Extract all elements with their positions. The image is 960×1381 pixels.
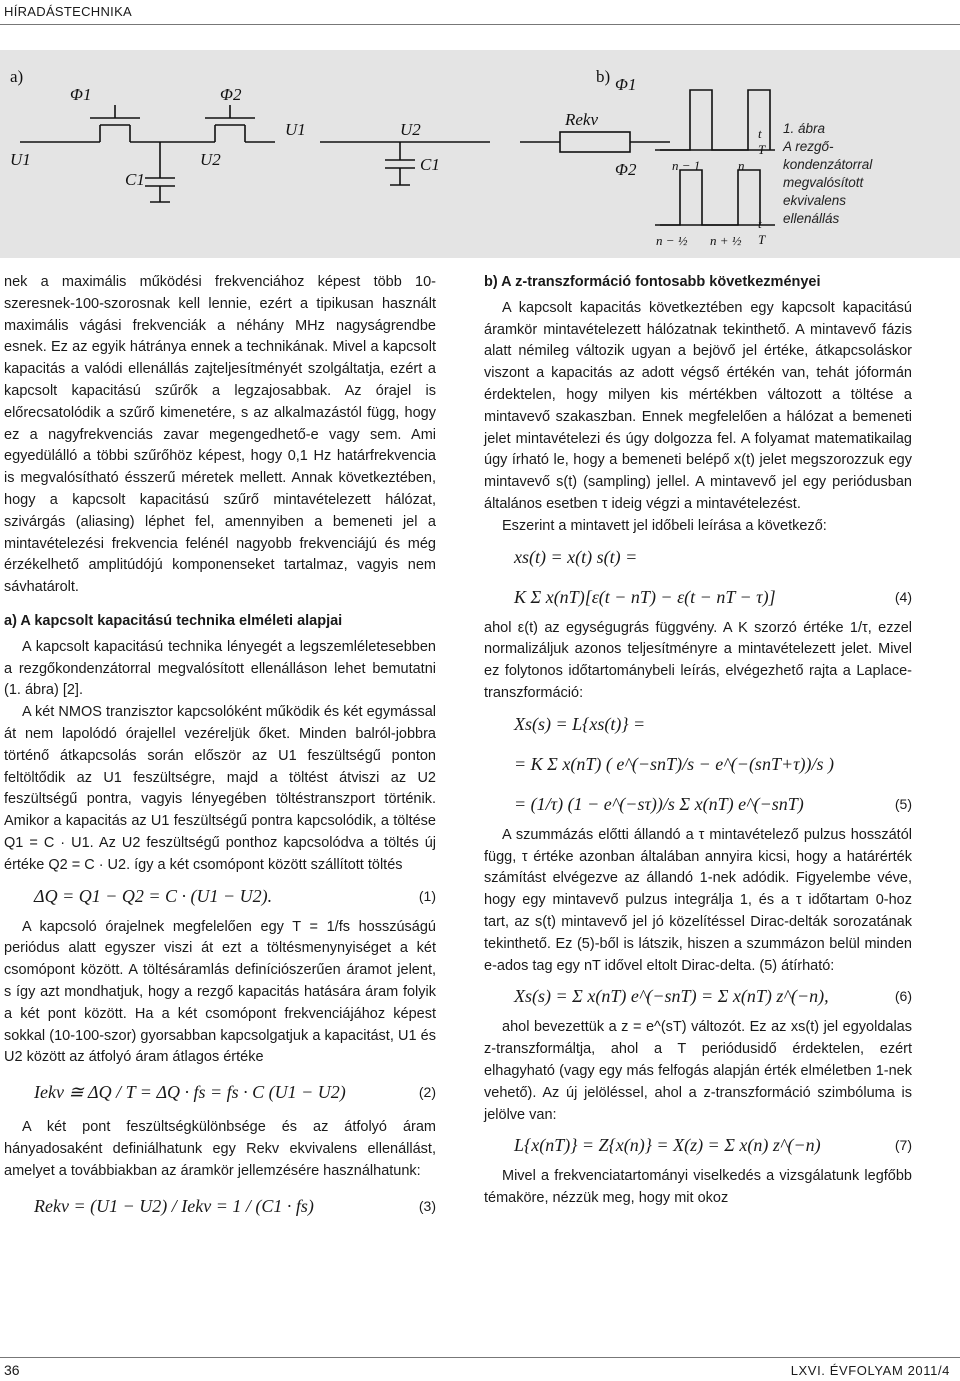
equation-5a: Xs(s) = L{xs(t)} = <box>514 713 646 734</box>
n-plus-half-label: n + ½ <box>710 233 742 248</box>
n-minus-1-label: n − 1 <box>672 158 701 173</box>
volume-label: LXVI. ÉVFOLYAM 2011/4 <box>790 1363 950 1378</box>
figure-1 <box>0 50 960 258</box>
right-column <box>484 272 912 1210</box>
equation-4a: xs(t) = x(t) s(t) = <box>514 546 638 567</box>
phi2-label-a: Φ2 <box>220 85 242 104</box>
figure-caption: 1. ábra A rezgő- kondenzátorral megvalósított ekvivalens ellenállás <box>783 121 873 226</box>
section-header: HÍRADÁSTECHNIKA <box>4 4 133 19</box>
paragraph-a4: A két pont feszültségkülönbsége és az átfolyó áram hányadosaként definiálhatunk egy Rekv ekvivalens ellenállást, amelyet a továbbiakban az áramkör jellemzésére használhatunk: <box>4 1119 436 1179</box>
equation-6: Xs(s) = Σ x(nT) e^(−snT) = Σ x(nT) z^(−n), (6) <box>514 986 912 1007</box>
phi1-label-b: Φ1 <box>615 75 637 94</box>
u2-label-mid: U2 <box>400 120 421 139</box>
rekv-label: Rekv <box>565 110 599 129</box>
label-a: a) <box>10 67 24 86</box>
phi2-label-b: Φ2 <box>615 160 637 179</box>
T-label-top: T <box>758 142 766 157</box>
equation-1: ΔQ = Q1 − Q2 = C · (U1 − U2). (1) <box>34 885 436 906</box>
paragraph-b5: ahol bevezettük a z = e^(sT) változót. Ez az xs(t) jel egyoldalas z-transzformáltja, ahol a T periódusidő érdektelen, ezért elhagyható (vagy egy más felfogás alapján érték elméletben 1-nek vehető). Az új jelöléssel, ahol a z-transzformáció szimbóluma is jelölve van: <box>484 1019 912 1123</box>
intro-paragraph: nek a maximális működési frekvenciához képest több 10-szeresnek-100-szorosnak kell lennie, ezért a tipikusan használt maximális vágási frekvenciák a néhány MHz nagyságrendbe esnek. Ez az egyik hátránya ennek a technikának. Mivel a kapcsolt kapacitás a valódi ellenállás zajteljesítményét szolgáltatja, ezért a kapcsolt kapacitású szűrők a legzajosabbak. Az órajel is előrecsatolódik a szűrő kimenetére, s az alkalmazástól függ, hogy ez a nagyfrekvenciás zavar megengedhető-e vagy sem. Ami egyedülálló a többi szűrőhöz képest, hogy 0,1 Hz határfrekvencia is megvalósítható ésszerű méretek mellett. Annak következtében, hogy a kapcsolt kapacitású szűrő mintavételezett hálózat, szivárgás (aliasing) léphet fel, amennyiben a bemeneti jel a mintavételezési frekvencia felénél nagyobb frekvenciájú és még érzékelhető amplitúdójú komponenseket tartalmaz, vagyis nem sávhatárolt. <box>4 274 436 596</box>
n-label: n <box>738 158 745 173</box>
u1-label-mid: U1 <box>285 120 306 139</box>
T-label-bottom: T <box>758 232 766 247</box>
paragraph-a1: A kapcsolt kapacitású technika lényegét a legszemléletesebben a rezgőkondenzátorral megvalósított ellenálláson lehet bemutatni (1. ábra) [2]. <box>4 638 436 699</box>
equation-5b: = K Σ x(nT) ( e^(−snT)/s − e^(−(snT+τ))/s ) <box>514 753 835 774</box>
header-divider <box>0 24 960 25</box>
paragraph-a2: A két NMOS tranzisztor kapcsolóként működik és két egymással át nem lapolódó órajellel vezéreljük őket. Minden balról-jobbra történő átkapcsolás során először az U1 feszültségű ponton feltöltődik az U1 feszültségre, majd a töltést átviszi az U2 feszültségű pontra, vagyis lényegében töltéstranszport történik. Amikor a kapacitás az U1 feszültségű pontra kapcsolódik, a töltése Q1 = C · U1. Az U2 feszültségű ponthoz kapcsolódva a töltés új értéke Q2 = C · U2. így a két csomópont között szállított töltés <box>4 704 436 873</box>
equation-3: Rekv = (U1 − U2) / Iekv = 1 / (C1 · fs) (3) <box>34 1195 436 1216</box>
page-number: 36 <box>4 1362 20 1378</box>
equation-4b: K Σ x(nT)[ε(t − nT) − ε(t − nT − τ)] (4) <box>514 586 912 607</box>
phi1-label-a: Φ1 <box>70 85 92 104</box>
paragraph-b4: A szummázás előtti állandó a τ mintavételező pulzus hosszától függ, τ értéke azonban általában annyira kicsi, hogy a határérték számítást elvégezve az állandó 1-nek adódik. Figyelembe véve, hogy egy mintavevő pulzus integrálja 1, és a τ időtartam 0-hoz tart, az s(t) mintavevő jel jó közelítéssel Dirac-delták sorozatának tekinthető. Ez (5)-ből is látszik, hiszen a szummázon belül minden e-ados tag egy nT idővel eltolt Dirac-delta. (5) átírható: <box>484 826 912 974</box>
equation-7: L{x(nT)} = Z{x(n)} = X(z) = Σ x(n) z^(−n) (7) <box>514 1135 912 1156</box>
paragraph-b3: ahol ε(t) az egységugrás függvény. A K szorzó értéke 1/τ, ezzel normalizáljuk azonos teljesítményre a mintavételezett jelet. Mivel ez folytonos időtartománybeli leírás, elvégezhető rajta a Laplace-transzformáció: <box>484 619 912 701</box>
section-heading-a: a) A kapcsolt kapacitású technika elméleti alapjai <box>4 612 343 629</box>
c1-label-left: C1 <box>125 170 145 189</box>
paragraph-b6: Mivel a frekvenciatartományi viselkedés a vizsgálatunk legfőbb témaköre, nézzük meg, hogy mit okoz <box>484 1168 912 1207</box>
u1-label-left: U1 <box>10 150 31 169</box>
label-b: b) <box>596 67 611 86</box>
equation-2: Iekv ≅ ΔQ / T = ΔQ · fs = fs · C (U1 − U2) (2) <box>34 1082 436 1103</box>
t-label-bottom: t <box>758 216 762 231</box>
n-minus-half-label: n − ½ <box>656 233 688 248</box>
section-heading-b: b) A z-transzformáció fontosabb következményei <box>484 274 821 290</box>
footer-divider <box>0 1357 960 1358</box>
paragraph-b1: A kapcsolt kapacitás következtében egy kapcsolt kapacitású áramkör mintavételezett hálózatnak tekinthető. A mintavevő fázis alatt némileg változik ugyan a bejövő jel értéke, átkapcsoláskor viszont a kapacitás az adott végső értékén van, tehát jóformán érdektelen, hogy milyen kis mértékben változott a töltése a mintavevő szakaszban. Ennek megfelelően a hálózat a bemeneti jelet mintavételezi és úgy dolgozza fel. A folyamat matematikailag úgy írható le, hogy a bemeneti belépő x(t) jelet megszorozzuk egy mintavevő s(t) (sampling) jellel. A mintavevő jel egy periódusban általános esetben τ ideig végzi a mintavételezést. <box>484 299 912 512</box>
equation-5c: = (1/τ) (1 − e^(−sτ))/s Σ x(nT) e^(−snT) (5) <box>514 793 912 814</box>
left-column <box>4 272 436 1230</box>
paragraph-b2: Eszerint a mintavett jel időbeli leírása a következő: <box>502 517 827 534</box>
t-label-top: t <box>758 126 762 141</box>
u2-label-left: U2 <box>200 150 221 169</box>
paragraph-a3: A kapcsoló órajelnek megfelelően egy T = 1/fs hosszúságú periódus alatt egyszer viszi át ezt a töltésmenynyiséget a két csomópont között. A töltésáramlás definíciószerűen áramot jelent, s így azt mondhatjuk, hogy a rezgő kapacitás hatására áram folyik a két pont között. Ha a két csomópont frekvenciájához képest sokkal (10-100-szor) gyorsabban kapcsolgatjuk a kapacitást, U1 és U2 között az átfolyó áram átlagos értéke <box>4 918 436 1066</box>
c1-label-mid: C1 <box>420 155 440 174</box>
